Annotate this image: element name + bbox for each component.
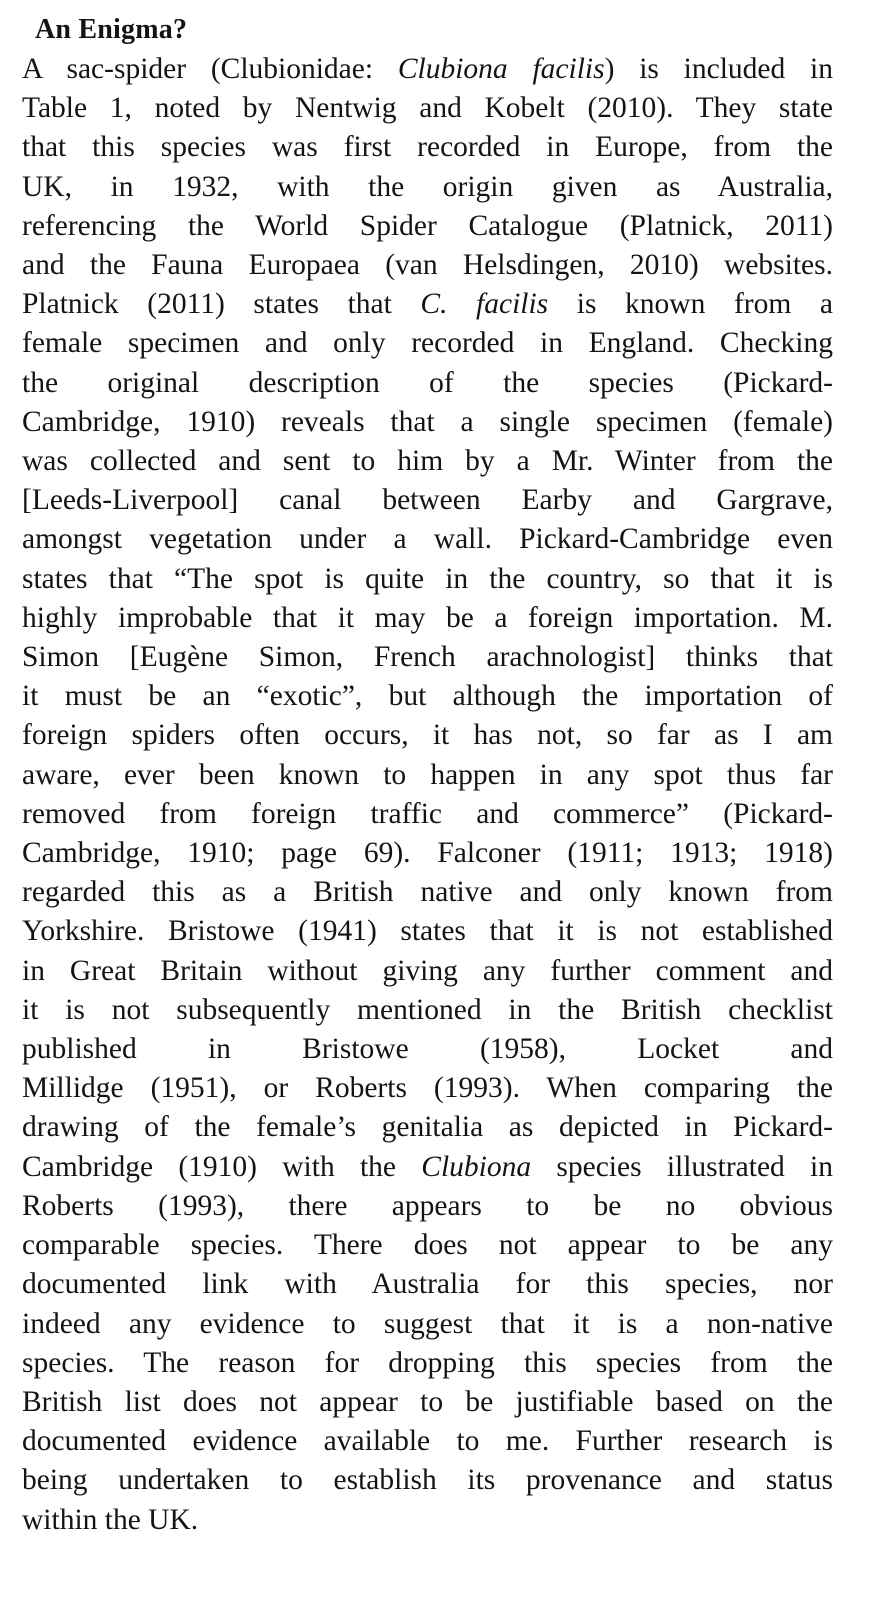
text-segment: species. The reason for dropping this species from the: [22, 1346, 833, 1379]
text-segment: removed from foreign traffic and commerce” (Pickard-: [22, 797, 833, 830]
text-segment: Platnick (2011) states that: [22, 288, 421, 321]
text-segment: documented link with Australia for this species, nor: [22, 1268, 833, 1301]
text-segment: referencing the World Spider Catalogue (Platnick, 2011): [22, 209, 833, 242]
text-line: [22, 677, 833, 716]
text-line: [22, 873, 833, 912]
text-segment: being undertaken to establish its provenance and status: [22, 1464, 833, 1497]
text-line: [22, 403, 833, 442]
text-segment: British list does not appear to be justifiable based on the: [22, 1385, 833, 1418]
text-segment: documented evidence available to me. Further research is: [22, 1425, 833, 1458]
text-line: [22, 716, 833, 755]
text-line: [22, 1030, 833, 1069]
text-line: [22, 364, 833, 403]
text-line: [22, 207, 833, 246]
text-line: [22, 1187, 833, 1226]
text-line: [22, 1344, 833, 1383]
text-line: [22, 1265, 833, 1304]
text-line: [22, 481, 833, 520]
text-segment: female specimen and only recorded in England. Checking: [22, 327, 833, 360]
text-line: [22, 912, 833, 951]
text-line: [22, 285, 833, 324]
text-line: [22, 50, 833, 89]
italic-species-name: Clubiona: [421, 1150, 532, 1183]
text-line: [22, 1422, 833, 1461]
text-line: [22, 1383, 833, 1422]
body-paragraph: [22, 50, 845, 1540]
text-line: [22, 560, 833, 599]
text-line: [22, 1501, 833, 1540]
text-line: [22, 1305, 833, 1344]
text-segment: is known from a: [548, 288, 833, 321]
text-segment: Cambridge, 1910) reveals that a single specimen (female): [22, 405, 833, 438]
text-segment: Yorkshire. Bristowe (1941) states that it is not established: [22, 915, 833, 948]
text-segment: comparable species. There does not appear to be any: [22, 1229, 833, 1262]
text-line: [22, 324, 833, 363]
text-line: [22, 795, 833, 834]
text-line: [22, 638, 833, 677]
text-line: [22, 442, 833, 481]
text-segment: and the Fauna Europaea (van Helsdingen, 2010) websites.: [22, 249, 833, 282]
text-segment: that this species was first recorded in Europe, from the: [22, 131, 833, 164]
text-line: [22, 128, 833, 167]
text-line: [22, 1069, 833, 1108]
text-segment: the original description of the species (Pickard-: [22, 366, 833, 399]
text-segment: species illustrated in: [531, 1150, 834, 1183]
text-line: [22, 89, 833, 128]
text-segment: foreign spiders often occurs, it has not, so far as I am: [22, 719, 833, 752]
text-segment: drawing of the female’s genitalia as depicted in Pickard-: [22, 1111, 833, 1144]
text-segment: Cambridge (1910) with the: [22, 1150, 422, 1183]
text-segment: indeed any evidence to suggest that it is a non-native: [22, 1307, 833, 1340]
italic-species-name: C. facilis: [420, 288, 549, 321]
text-segment: Cambridge, 1910; page 69). Falconer (1911; 1913; 1918): [22, 837, 833, 870]
text-segment: states that “The spot is quite in the country, so that it is: [22, 562, 833, 595]
text-segment: within the UK.: [22, 1503, 199, 1536]
text-segment: was collected and sent to him by a Mr. Winter from the: [22, 445, 833, 478]
text-segment: published in Bristowe (1958), Locket and: [22, 1033, 833, 1066]
text-segment: [Leeds-Liverpool] canal between Earby and Gargrave,: [22, 484, 833, 517]
text-line: [22, 1226, 833, 1265]
text-segment: it must be an “exotic”, but although the importation of: [22, 680, 833, 713]
text-line: [22, 1108, 833, 1147]
text-segment: Simon [Eugène Simon, French arachnologist] thinks that: [22, 641, 833, 674]
text-line: [22, 520, 833, 559]
text-segment: Table 1, noted by Nentwig and Kobelt (2010). They state: [22, 92, 833, 125]
italic-species-name: Clubiona facilis: [397, 53, 605, 85]
document-page: [22, 10, 845, 1540]
text-line: [22, 1461, 833, 1500]
text-line: [22, 756, 833, 795]
text-segment: A sac-spider (Clubionidae:: [22, 53, 398, 85]
text-line: [22, 834, 833, 873]
text-segment: Millidge (1951), or Roberts (1993). When comparing the: [22, 1072, 833, 1105]
text-segment: it is not subsequently mentioned in the British checklist: [22, 993, 833, 1026]
text-segment: Roberts (1993), there appears to be no obvious: [22, 1189, 833, 1222]
section-heading: An Enigma?: [35, 14, 188, 45]
text-segment: highly improbable that it may be a foreign importation. M.: [22, 601, 833, 634]
text-line: [22, 246, 833, 285]
text-segment: amongst vegetation under a wall. Pickard-Cambridge even: [22, 523, 833, 556]
text-line: [22, 952, 833, 991]
text-segment: regarded this as a British native and only known from: [22, 876, 833, 909]
text-line: [22, 1148, 833, 1187]
text-line: [22, 991, 833, 1030]
text-segment: UK, in 1932, with the origin given as Australia,: [22, 170, 833, 203]
text-line: [22, 168, 833, 207]
text-segment: ) is included in: [604, 53, 833, 85]
text-segment: in Great Britain without giving any further comment and: [22, 954, 833, 987]
text-line: [22, 599, 833, 638]
text-segment: aware, ever been known to happen in any spot thus far: [22, 758, 833, 791]
